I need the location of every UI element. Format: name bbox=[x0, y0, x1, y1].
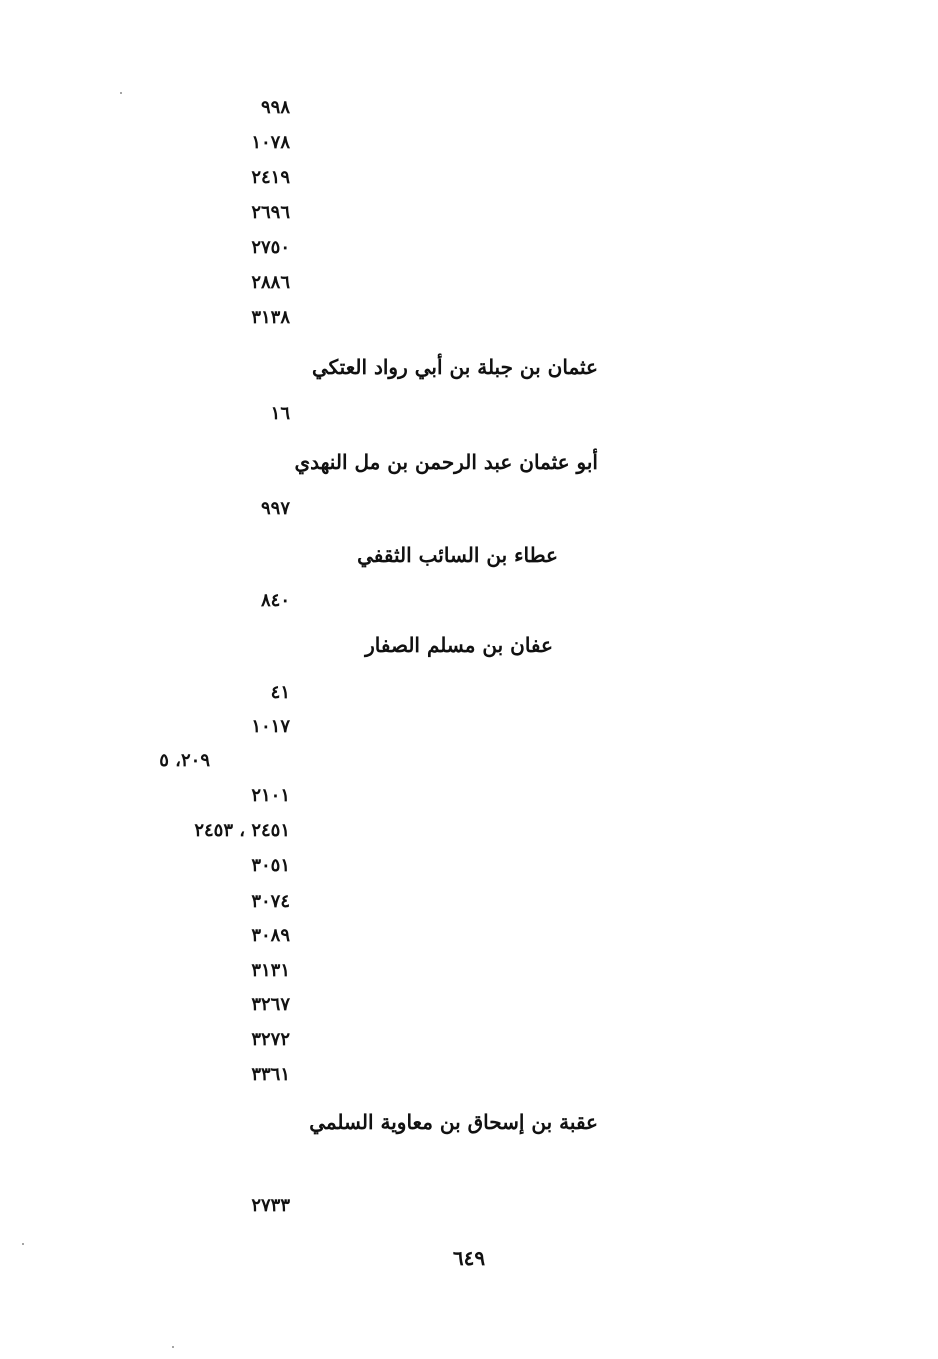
entry-number: ٢٨٨٦ bbox=[251, 272, 290, 293]
entry-number: ٨٤٠ bbox=[260, 590, 290, 611]
entry-number: ١٦ bbox=[270, 403, 290, 424]
section-heading: عفان بن مسلم الصفار bbox=[365, 633, 553, 657]
scan-speck bbox=[172, 1346, 174, 1348]
entry-number: ٤١ bbox=[270, 682, 290, 703]
entry-number: ٣٠٥١ bbox=[251, 855, 290, 876]
entry-number: ٣٢٧٢ bbox=[251, 1029, 290, 1050]
scan-speck bbox=[22, 1243, 24, 1245]
entry-number: ٢٠٩، ٥ bbox=[159, 750, 210, 771]
entry-number: ٢٤٥١ ، ٢٤٥٣ bbox=[194, 820, 290, 841]
entry-number: ٩٩٧ bbox=[260, 498, 290, 519]
entry-number: ٣٠٨٩ bbox=[251, 925, 290, 946]
entry-number: ٢٤١٩ bbox=[251, 167, 290, 188]
entry-number: ٣٢٦٧ bbox=[251, 994, 290, 1015]
section-heading: عطاء بن السائب الثقفي bbox=[357, 543, 558, 567]
entry-number: ٢٧٥٠ bbox=[251, 237, 290, 258]
entry-number: ٣١٣٨ bbox=[251, 307, 290, 328]
page-number: ٦٤٩ bbox=[452, 1246, 486, 1270]
entry-number: ٢٧٣٣ bbox=[251, 1195, 290, 1216]
entry-number: ٢١٠١ bbox=[251, 785, 290, 806]
entry-number: ٢٦٩٦ bbox=[251, 202, 290, 223]
entry-number: ١٠١٧ bbox=[251, 716, 290, 737]
entry-number: ٣١٣١ bbox=[251, 960, 290, 981]
section-heading: أبو عثمان عبد الرحمن بن مل النهدي bbox=[294, 450, 598, 474]
entry-number: ٣٠٧٤ bbox=[251, 891, 290, 912]
entry-number: ٩٩٨ bbox=[260, 97, 290, 118]
section-heading: عثمان بن جبلة بن أبي رواد العتكي bbox=[311, 355, 598, 379]
entry-number: ١٠٧٨ bbox=[251, 132, 290, 153]
section-heading: عقبة بن إسحاق بن معاوية السلمي bbox=[309, 1110, 598, 1134]
entry-number: ٣٣٦١ bbox=[251, 1064, 290, 1085]
scan-speck bbox=[120, 92, 122, 94]
